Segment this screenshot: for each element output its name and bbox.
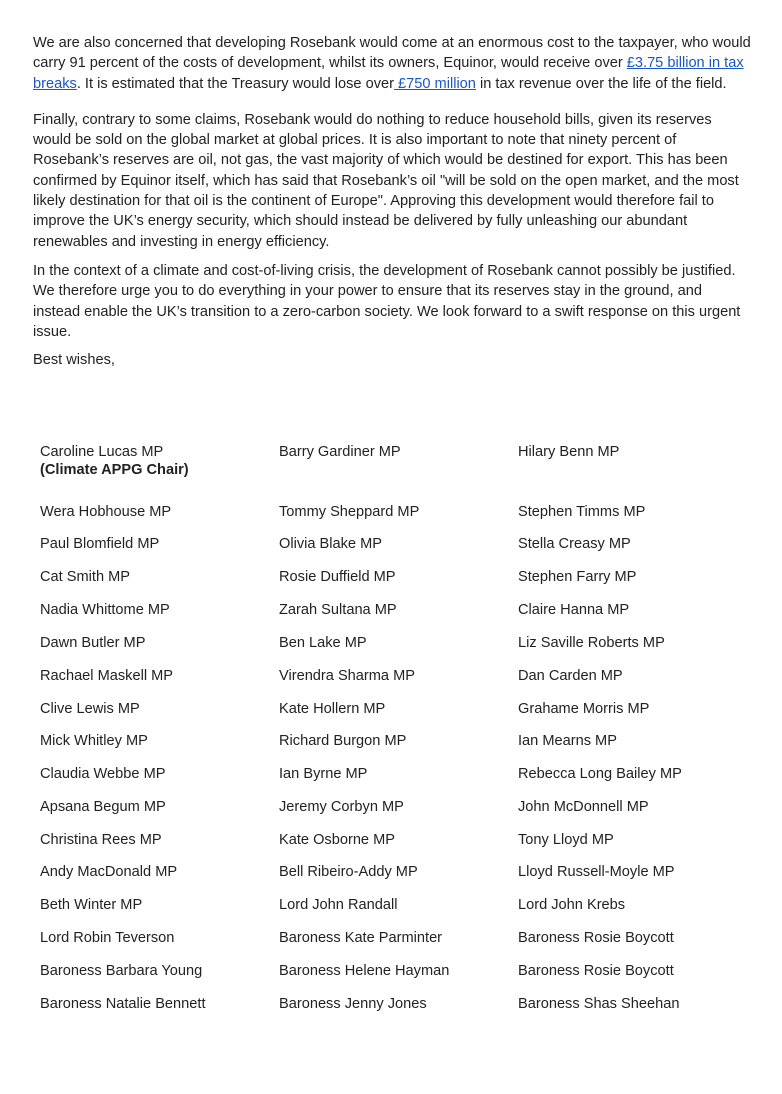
signatory-name: Zarah Sultana MP bbox=[279, 602, 397, 618]
signatory-cell bbox=[518, 700, 757, 732]
signatory-cell bbox=[518, 831, 757, 863]
signatory-cell bbox=[518, 929, 757, 962]
signatory-row bbox=[40, 929, 760, 962]
signatory-cell bbox=[40, 503, 279, 535]
signatory-name: Liz Saville Roberts MP bbox=[518, 635, 665, 651]
signatory-cell bbox=[279, 667, 518, 700]
signatory-name: Clive Lewis MP bbox=[40, 701, 140, 717]
signatory-name: Ian Mearns MP bbox=[518, 733, 617, 749]
signatory-name: Christina Rees MP bbox=[40, 832, 162, 848]
paragraph-household-bills: Finally, contrary to some claims, Rosebank would do nothing to reduce household bills, given its reserves would be sold on the global market at global prices. It is also important to note that ninety percent of Rosebank’s reserves are oil, not gas, the vast majority of which would be destined for export. This has been confirmed by Equinor itself, which has said that Rosebank’s oil "will be sold on the open market, and the most likely destination for that oil is the continent of Europe". Approving this development would therefore fail to improve the UK’s energy security, which should instead be delivered by fully unleashing our abundant renewables and investing in energy efficiency. bbox=[33, 111, 739, 250]
signatory-cell bbox=[40, 929, 279, 962]
tax-revenue-link[interactable]: £750 million bbox=[393, 75, 476, 92]
signatory-name: Baroness Rosie Boycott bbox=[518, 963, 674, 979]
signatory-name: Dan Carden MP bbox=[518, 668, 623, 684]
signatory-cell bbox=[40, 443, 279, 503]
signatory-cell bbox=[279, 962, 518, 995]
signatory-name: Stephen Farry MP bbox=[518, 569, 637, 585]
signatory-name: Baroness Kate Parminter bbox=[279, 930, 443, 946]
signatory-cell bbox=[518, 732, 757, 765]
signatory-name: Virendra Sharma MP bbox=[279, 668, 415, 684]
signatory-name: Paul Blomfield MP bbox=[40, 536, 160, 552]
signatory-cell bbox=[279, 831, 518, 863]
signatory-cell bbox=[40, 896, 279, 929]
signatory-row bbox=[40, 503, 760, 535]
signatory-name: Cat Smith MP bbox=[40, 569, 131, 585]
signatory-cell bbox=[518, 896, 757, 929]
signatory-name: John McDonnell MP bbox=[518, 799, 649, 815]
signatory-cell bbox=[518, 667, 757, 700]
signatory-row bbox=[40, 568, 760, 601]
paragraph-text: . It is estimated that the Treasury would lose over bbox=[76, 75, 394, 92]
closing-line: Best wishes, bbox=[33, 352, 115, 369]
signatory-cell bbox=[518, 863, 757, 896]
signatory-cell bbox=[279, 995, 518, 1028]
signatory-name: Baroness Rosie Boycott bbox=[518, 930, 674, 946]
signatory-cell bbox=[40, 601, 279, 634]
signatory-name: Dawn Butler MP bbox=[40, 635, 146, 651]
signatory-name: Baroness Helene Hayman bbox=[279, 963, 450, 979]
signatory-name: Mick Whitley MP bbox=[40, 733, 148, 749]
signatory-row bbox=[40, 896, 760, 929]
signatory-cell bbox=[279, 896, 518, 929]
signatory-name: Ben Lake MP bbox=[279, 635, 367, 651]
signatory-name: Barry Gardiner MP bbox=[279, 444, 401, 460]
signatory-cell bbox=[518, 634, 757, 667]
signatory-name: Jeremy Corbyn MP bbox=[279, 799, 404, 815]
signatory-name: Apsana Begum MP bbox=[40, 799, 166, 815]
signatory-name: Tommy Sheppard MP bbox=[279, 504, 420, 520]
signatory-name: Rachael Maskell MP bbox=[40, 668, 174, 684]
signatory-name: Beth Winter MP bbox=[40, 897, 143, 913]
signatory-cell bbox=[279, 863, 518, 896]
signatory-cell bbox=[518, 443, 757, 503]
signatory-name: Baroness Jenny Jones bbox=[279, 996, 427, 1012]
signatory-cell bbox=[518, 798, 757, 831]
signatory-cell bbox=[279, 765, 518, 798]
signatory-row bbox=[40, 634, 760, 667]
signatory-cell bbox=[40, 863, 279, 896]
signatory-name: Baroness Shas Sheehan bbox=[518, 996, 680, 1012]
signatory-name: Stephen Timms MP bbox=[518, 504, 646, 520]
signatory-name: Lloyd Russell-Moyle MP bbox=[518, 864, 675, 880]
signatory-cell bbox=[518, 503, 757, 535]
signatory-cell bbox=[279, 732, 518, 765]
signatory-cell bbox=[40, 831, 279, 863]
signatory-cell bbox=[40, 535, 279, 568]
signatory-cell bbox=[40, 962, 279, 995]
signatory-row bbox=[40, 443, 760, 503]
paragraph-conclusion: In the context of a climate and cost-of-living crisis, the development of Rosebank cannot possibly be justified. We therefore urge you to do everything in your power to ensure that its reserves stay in the ground, and instead enable the UK’s transition to a zero-carbon society. We look forward to a swift response on this urgent issue. bbox=[33, 262, 741, 340]
signatory-cell bbox=[279, 601, 518, 634]
signatory-name: Claudia Webbe MP bbox=[40, 766, 166, 782]
signatory-cell bbox=[279, 700, 518, 732]
signatory-name: Tony Lloyd MP bbox=[518, 832, 614, 848]
signatory-cell bbox=[518, 535, 757, 568]
signatory-name: Nadia Whittome MP bbox=[40, 602, 170, 618]
signatory-name: Ian Byrne MP bbox=[279, 766, 368, 782]
signatory-name: Lord John Krebs bbox=[518, 897, 626, 913]
signatory-cell bbox=[40, 568, 279, 601]
signatory-name: Wera Hobhouse MP bbox=[40, 504, 172, 520]
tax-breaks-link[interactable]: £3.75 billion in tax breaks bbox=[33, 55, 744, 92]
signatory-name: Rebecca Long Bailey MP bbox=[518, 766, 682, 782]
signatory-row bbox=[40, 601, 760, 634]
signatory-row bbox=[40, 831, 760, 863]
paragraph-text: in tax revenue over the life of the field. bbox=[475, 75, 727, 92]
signatory-name: Claire Hanna MP bbox=[518, 602, 630, 618]
signatory-role-note: (Climate APPG Chair) bbox=[40, 462, 189, 478]
signatory-name: Kate Osborne MP bbox=[279, 832, 395, 848]
signatory-row bbox=[40, 765, 760, 798]
paragraph-text: We are also concerned that developing Rosebank would come at an enormous cost to the taxpayer, who would carry 91 percent of the costs of development, whilst its owners, Equinor, would receive over bbox=[33, 35, 751, 72]
signatory-name: Lord John Randall bbox=[279, 897, 398, 913]
signatory-cell bbox=[279, 634, 518, 667]
signatory-row bbox=[40, 962, 760, 995]
signatory-name: Grahame Morris MP bbox=[518, 701, 650, 717]
signatory-cell bbox=[518, 601, 757, 634]
signatory-name: Caroline Lucas MP bbox=[40, 444, 164, 460]
signatory-cell bbox=[518, 765, 757, 798]
signatories-table bbox=[40, 443, 760, 1028]
signatory-cell bbox=[518, 568, 757, 601]
signatory-cell bbox=[279, 929, 518, 962]
signatory-name: Andy MacDonald MP bbox=[40, 864, 178, 880]
paragraph-tax-cost bbox=[33, 33, 751, 94]
signatory-cell bbox=[40, 798, 279, 831]
letter-body bbox=[33, 33, 751, 370]
signatory-row bbox=[40, 535, 760, 568]
signatory-cell bbox=[279, 503, 518, 535]
signatory-name: Baroness Barbara Young bbox=[40, 963, 203, 979]
signatory-cell bbox=[518, 995, 757, 1028]
signatory-name: Hilary Benn MP bbox=[518, 444, 620, 460]
signatory-cell bbox=[40, 732, 279, 765]
signatory-cell bbox=[279, 443, 518, 503]
signatory-cell bbox=[279, 798, 518, 831]
signatory-cell bbox=[40, 765, 279, 798]
signatory-row bbox=[40, 995, 760, 1028]
signatory-name: Lord Robin Teverson bbox=[40, 930, 175, 946]
signatory-row bbox=[40, 667, 760, 700]
signatory-cell bbox=[40, 634, 279, 667]
signatory-cell bbox=[40, 667, 279, 700]
signatory-cell bbox=[40, 995, 279, 1028]
signatory-row bbox=[40, 732, 760, 765]
signatory-name: Rosie Duffield MP bbox=[279, 569, 396, 585]
signatory-cell bbox=[40, 700, 279, 732]
signatory-name: Kate Hollern MP bbox=[279, 701, 386, 717]
signatory-cell bbox=[279, 535, 518, 568]
signatory-cell bbox=[279, 568, 518, 601]
signatory-name: Bell Ribeiro-Addy MP bbox=[279, 864, 418, 880]
signatory-row bbox=[40, 863, 760, 896]
signatory-cell bbox=[518, 962, 757, 995]
signatory-row bbox=[40, 798, 760, 831]
signatory-row bbox=[40, 700, 760, 732]
signatory-name: Olivia Blake MP bbox=[279, 536, 382, 552]
signatory-name: Richard Burgon MP bbox=[279, 733, 407, 749]
signatory-name: Baroness Natalie Bennett bbox=[40, 996, 206, 1012]
signatory-name: Stella Creasy MP bbox=[518, 536, 631, 552]
